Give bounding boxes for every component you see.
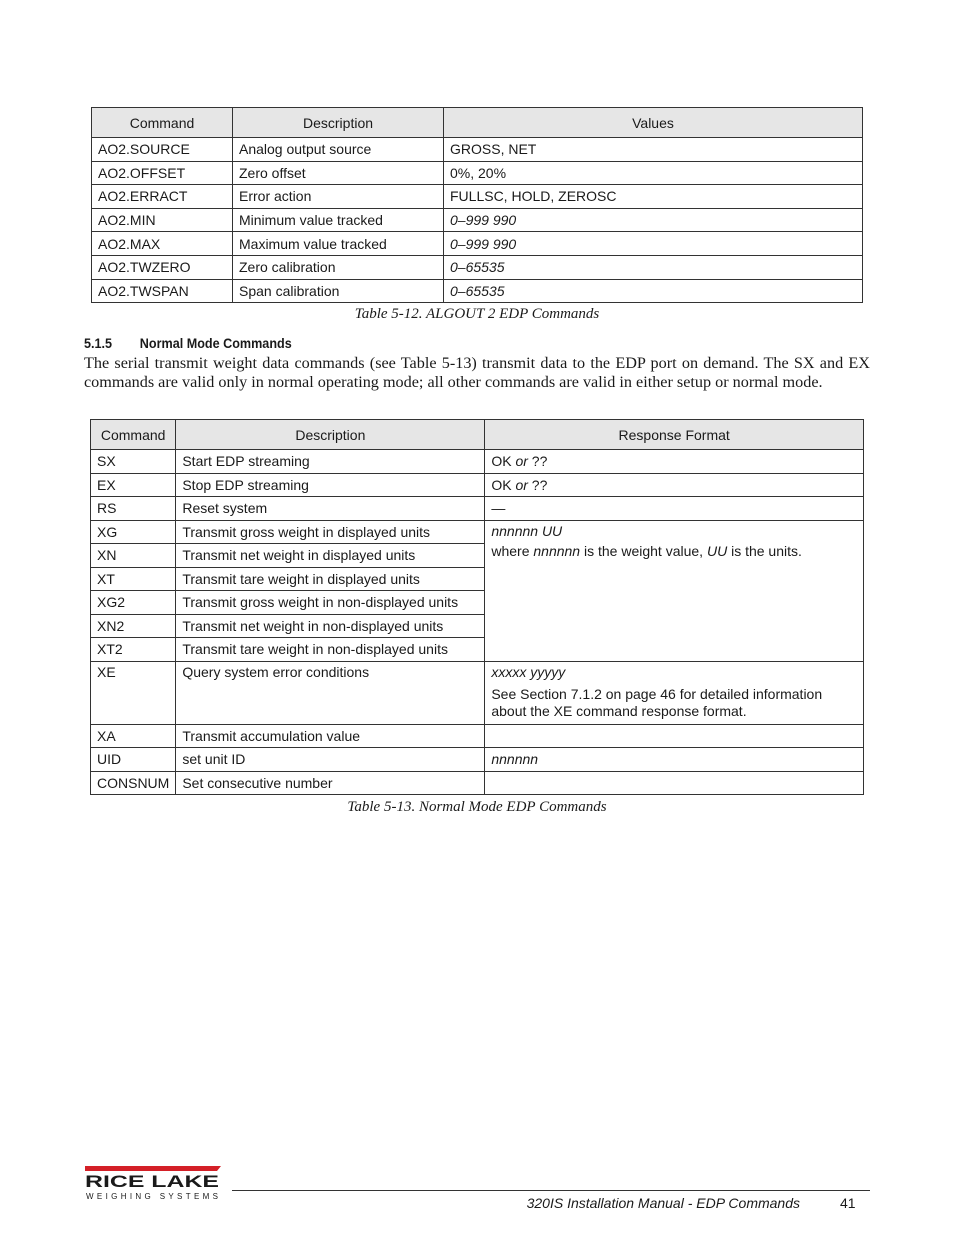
cell-values: 0–999 990 <box>444 208 863 232</box>
cell-description: Zero calibration <box>233 255 444 279</box>
table-row <box>91 473 864 497</box>
cell-description: Transmit gross weight in displayed units <box>176 520 485 544</box>
cell-command: AO2.SOURCE <box>92 138 233 162</box>
cell-description: Zero offset <box>233 161 444 185</box>
cell-description: Minimum value tracked <box>233 208 444 232</box>
table-row <box>91 661 864 724</box>
cell-description: Error action <box>233 185 444 209</box>
cell-command: UID <box>91 748 176 772</box>
cell-description: set unit ID <box>176 748 485 772</box>
cell-command: XG2 <box>91 591 176 615</box>
svg-text:WEIGHING SYSTEMS: WEIGHING SYSTEMS <box>86 1192 218 1201</box>
section-title: Normal Mode Commands <box>139 335 292 351</box>
table-row <box>92 138 863 162</box>
cell-description: Stop EDP streaming <box>176 473 485 497</box>
error-format: xxxxx yyyyy <box>491 663 566 680</box>
cell-description: Reset system <box>176 497 485 521</box>
table-row <box>92 255 863 279</box>
table-row <box>91 748 864 772</box>
header-description: Description <box>233 108 444 138</box>
weight-format: nnnnnn UU <box>491 522 563 539</box>
cell-description: Analog output source <box>233 138 444 162</box>
cell-command: XN2 <box>91 614 176 638</box>
cell-values: GROSS, NET <box>444 138 863 162</box>
header-values: Values <box>444 108 863 138</box>
table-row <box>91 724 864 748</box>
cell-description: Transmit net weight in non-displayed units <box>176 614 485 638</box>
cell-command: XE <box>91 661 176 724</box>
table2-caption: Table 5-13. Normal Mode EDP Commands <box>347 799 607 815</box>
cell-command: XT2 <box>91 638 176 662</box>
cell-command: RS <box>91 497 176 521</box>
cell-description: Start EDP streaming <box>176 450 485 474</box>
table-header-row <box>91 420 864 450</box>
cell-command: CONSNUM <box>91 771 176 795</box>
svg-text:RICE LAKE: RICE LAKE <box>85 1172 219 1191</box>
error-note: See Section 7.1.2 on page 46 for detailed information about the XE command response format. <box>491 685 823 719</box>
section-heading <box>84 335 292 351</box>
cell-command: AO2.OFFSET <box>92 161 233 185</box>
cell-error-response <box>485 661 864 724</box>
cell-description: Transmit tare weight in non-displayed units <box>176 638 485 662</box>
cell-description: Query system error conditions <box>176 661 485 724</box>
cell-command: EX <box>91 473 176 497</box>
cell-command: XG <box>91 520 176 544</box>
cell-command: XN <box>91 544 176 568</box>
section-number: 5.1.5 <box>84 335 113 351</box>
cell-values: 0–65535 <box>444 279 863 303</box>
cell-response: OK or ?? <box>485 473 864 497</box>
table-row <box>92 161 863 185</box>
header-response-format: Response Format <box>485 420 864 450</box>
cell-command: AO2.MIN <box>92 208 233 232</box>
weight-note: where nnnnnn is the weight value, UU is the units. <box>491 542 802 559</box>
cell-description: Set consecutive number <box>176 771 485 795</box>
cell-values: 0%, 20% <box>444 161 863 185</box>
footer-rule <box>232 1190 870 1191</box>
table-row <box>91 771 864 795</box>
cell-command: AO2.ERRACT <box>92 185 233 209</box>
header-command: Command <box>91 420 176 450</box>
cell-command: SX <box>91 450 176 474</box>
cell-values: 0–999 990 <box>444 232 863 256</box>
cell-values: FULLSC, HOLD, ZEROSC <box>444 185 863 209</box>
table-row <box>91 450 864 474</box>
cell-description: Transmit net weight in displayed units <box>176 544 485 568</box>
table-row <box>91 520 864 544</box>
table-row <box>92 279 863 303</box>
cell-response: nnnnnn <box>485 748 864 772</box>
page-number: 41 <box>840 1195 856 1211</box>
cell-command: XT <box>91 567 176 591</box>
table-row <box>92 208 863 232</box>
cell-command: AO2.MAX <box>92 232 233 256</box>
table-header-row <box>92 108 863 138</box>
footer-title: 320IS Installation Manual - EDP Commands <box>526 1195 800 1211</box>
cell-command: XA <box>91 724 176 748</box>
table1-caption: Table 5-12. ALGOUT 2 EDP Commands <box>354 306 600 322</box>
cell-description: Span calibration <box>233 279 444 303</box>
header-description: Description <box>176 420 485 450</box>
cell-response <box>485 771 864 795</box>
cell-response <box>485 724 864 748</box>
section-paragraph: The serial transmit weight data commands (see Table 5-13) transmit data to the EDP port on demand. The SX and EX commands are valid only in normal operating mode; all other commands are valid in either setup or normal mode. <box>84 354 870 392</box>
cell-weight-response <box>485 520 864 661</box>
cell-response: — <box>485 497 864 521</box>
cell-command: AO2.TWSPAN <box>92 279 233 303</box>
table-row <box>92 232 863 256</box>
normal-mode-commands-table <box>90 419 864 795</box>
table-row <box>92 185 863 209</box>
cell-description: Transmit tare weight in displayed units <box>176 567 485 591</box>
cell-response: OK or ?? <box>485 450 864 474</box>
cell-description: Transmit gross weight in non-displayed units <box>176 591 485 615</box>
cell-description: Transmit accumulation value <box>176 724 485 748</box>
cell-values: 0–65535 <box>444 255 863 279</box>
cell-description: Maximum value tracked <box>233 232 444 256</box>
header-command: Command <box>92 108 233 138</box>
table-row <box>91 497 864 521</box>
algout2-commands-table <box>91 107 863 303</box>
cell-command: AO2.TWZERO <box>92 255 233 279</box>
